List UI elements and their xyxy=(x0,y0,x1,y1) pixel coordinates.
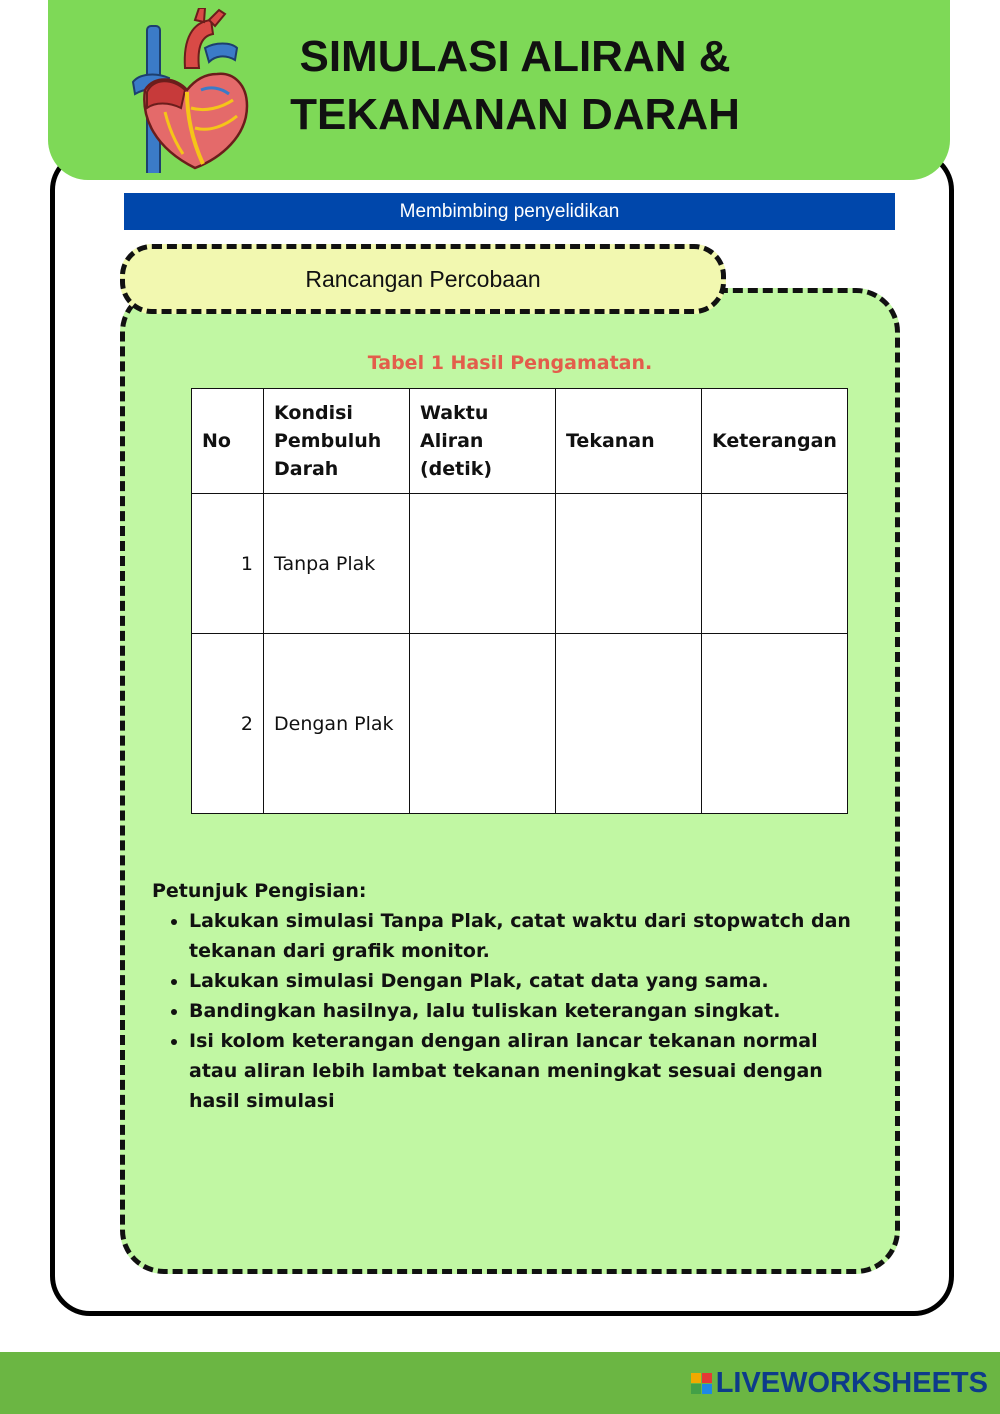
row-kondisi: Dengan Plak xyxy=(264,634,410,814)
instructions-list xyxy=(152,906,862,1116)
heart-anatomy-icon xyxy=(125,8,255,173)
instruction-item: • Lakukan simulasi Dengan Plak, catat data yang sama. xyxy=(189,966,862,996)
row-tekanan-input[interactable] xyxy=(556,494,702,634)
table-row xyxy=(192,494,848,634)
header-kondisi: Kondisi Pembuluh Darah xyxy=(264,389,410,494)
liveworksheets-logo-icon xyxy=(691,1373,712,1394)
title-line-1: SIMULASI ALIRAN & xyxy=(299,32,731,81)
section-title: Rancangan Percobaan xyxy=(120,244,726,314)
instruction-item: • Bandingkan hasilnya, lalu tuliskan keterangan singkat. xyxy=(189,996,862,1026)
row-waktu-input[interactable] xyxy=(410,494,556,634)
observation-table xyxy=(191,388,848,814)
footer-bar xyxy=(0,1352,1000,1414)
logo-square xyxy=(691,1373,701,1383)
header-waktu: Waktu Aliran (detik) xyxy=(410,389,556,494)
logo-square xyxy=(702,1384,712,1394)
logo-square xyxy=(691,1384,701,1394)
row-keterangan-input[interactable] xyxy=(702,634,848,814)
page-title xyxy=(260,28,770,144)
instruction-item: • Lakukan simulasi Tanpa Plak, catat waktu dari stopwatch dan tekanan dari grafik monitor. xyxy=(189,906,862,966)
row-no: 1 xyxy=(192,494,264,634)
header-tekanan: Tekanan xyxy=(556,389,702,494)
guide-bar: Membimbing penyelidikan xyxy=(124,193,895,230)
header-keterangan: Keterangan xyxy=(702,389,848,494)
row-no: 2 xyxy=(192,634,264,814)
row-keterangan-input[interactable] xyxy=(702,494,848,634)
header-no: No xyxy=(192,389,264,494)
row-tekanan-input[interactable] xyxy=(556,634,702,814)
row-kondisi: Tanpa Plak xyxy=(264,494,410,634)
instructions xyxy=(152,876,862,1116)
brand-text: LIVEWORKSHEETS xyxy=(715,1366,988,1399)
row-waktu-input[interactable] xyxy=(410,634,556,814)
logo-square xyxy=(702,1373,712,1383)
table-row xyxy=(192,634,848,814)
instruction-item: • Isi kolom keterangan dengan aliran lancar tekanan normal atau aliran lebih lambat tekanan meningkat sesuai dengan hasil simulasi xyxy=(189,1026,862,1116)
table-caption: Tabel 1 Hasil Pengamatan. xyxy=(367,352,653,374)
instructions-title: Petunjuk Pengisian: xyxy=(152,880,367,902)
title-line-2: TEKANANAN DARAH xyxy=(290,90,740,139)
liveworksheets-brand[interactable] xyxy=(691,1366,988,1400)
table-header-row xyxy=(192,389,848,494)
